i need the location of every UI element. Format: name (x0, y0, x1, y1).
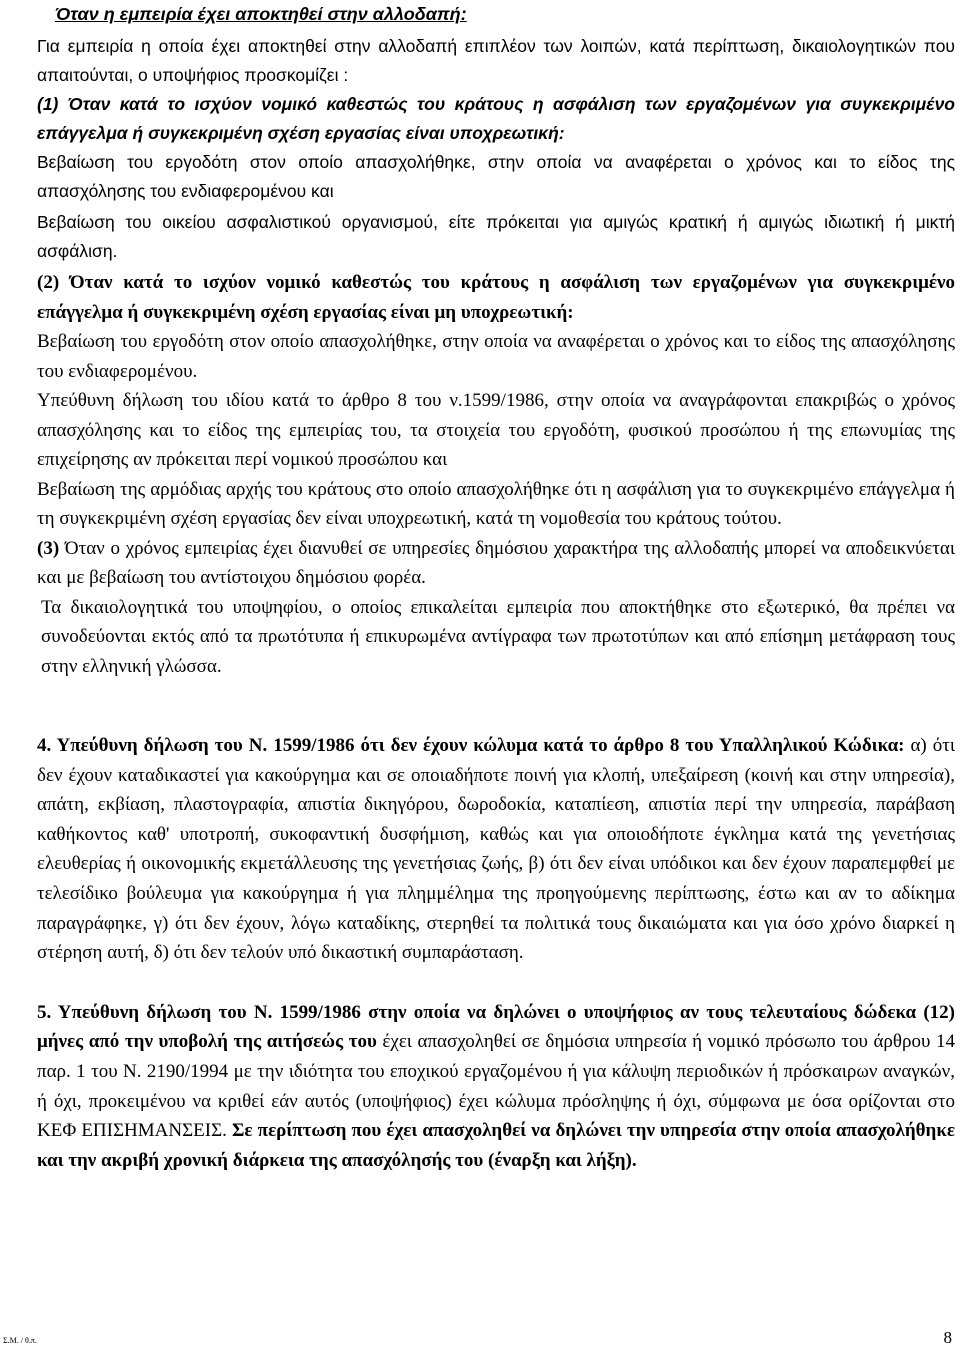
case3-paragraph (37, 534, 955, 593)
section-5 (37, 998, 955, 1176)
case2-text2: Υπεύθυνη δήλωση του ιδίου κατά το άρθρο 8 του ν.1599/1986, στην οποία να αναγράφονται επακριβώς ο χρόνος απασχόλησης και το είδος της εμπειρίας του, τα στοιχεία του εργοδότη, φυσικού προσώπου ή της επωνυμίας της επιχείρησης αν πρόκειται περί νομικού προσώπου και (37, 390, 955, 470)
case1-text2: Βεβαίωση του οικείου ασφαλιστικού οργανισμού, είτε πρόκειται για αμιγώς κρατική ή αμιγώς ιδιωτική ή μικτή ασφάλιση. (37, 212, 955, 261)
section-5-bold-note: Σε περίπτωση που έχει απασχοληθεί να δηλώνει την υπηρεσία στην οποία απασχολήθηκε και την ακριβή χρονική διάρκεια της απασχόλησής του (έναρξη και λήξη). (37, 1120, 955, 1171)
section-5-heading: 5. Υπεύθυνη δήλωση του Ν. 1599/1986 στην οποία να δηλώνει ο υποψήφιος αν τους τελευταίους δώδεκα (12) μήνες από την υποβολή της αιτήσεώς του (37, 1001, 955, 1053)
section-4-text: α) ότι δεν έχουν καταδικαστεί για κακούργημα και σε οποιαδήποτε ποινή για κλοπή, υπεξαίρεση (κοινή και στην υπηρεσία), απάτη, εκβίαση, πλαστογραφία, απιστία δικηγόρου, δωροδοκία, καταπίεση, απιστία περί την υπηρεσία, παράβαση καθήκοντος καθ' υποτροπή, συκοφαντική δυσφήμιση, καθώς και για οποιοδήποτε έγκλημα κατά της γενετήσιας ελευθερίας ή οικονομικής εκμετάλλευσης της γενετήσιας ζωής, β) ότι δεν είναι υπόδικοι και δεν έχουν παραπεμφθεί με τελεσίδικο βούλευμα για κακούργημα ή για πλημμέλημα της προηγούμενης περίπτωσης, έστω και αν το αδίκημα παραγράφηκε, γ) ότι δεν έχουν, λόγω καταδίκης, στερηθεί τα πολιτικά τους δικαιώματα και για όσο χρόνο διαρκεί η στέρηση αυτή, δ) ότι δεν τελούν υπό δικαστική συμπαράσταση. (37, 735, 955, 964)
case1-title: (1) Όταν κατά το ισχύον νομικό καθεστώς του κράτους η ασφάλιση των εργαζομένων για συγκεκριμένο επάγγελμα ή συγκεκριμένη σχέση εργασίας είναι υποχρεωτική: (37, 94, 955, 143)
translation-note: Τα δικαιολογητικά του υποψηφίου, ο οποίος επικαλείται εμπειρία που αποκτήθηκε στο εξωτερικό, θα πρέπει να συνοδεύονται εκτός από τα πρωτότυπα ή επικυρωμένα αντίγραφα των πρωτοτύπων και από επίσημη μετάφραση τους στην ελληνική γλώσσα. (41, 596, 955, 677)
footer-initials: Σ.Μ. / θ.π. (3, 1336, 37, 1345)
page-number: 8 (943, 1328, 952, 1347)
section-spacer (37, 968, 955, 998)
section-4-heading: 4. Υπεύθυνη δήλωση του Ν. 1599/1986 ότι δεν έχουν κώλυμα κατά το άρθρο 8 του Υπαλληλικού Κώδικα: (37, 735, 905, 756)
case2-title: (2) Όταν κατά το ισχύον νομικό καθεστώς του κράτους η ασφάλιση των εργαζομένων για συγκεκριμένο επάγγελμα ή συγκεκριμένη σχέση εργασίας είναι μη υποχρεωτική: (37, 272, 955, 323)
case2-text3: Βεβαίωση της αρμόδιας αρχής του κράτους στο οποίο απασχολήθηκε ότι η ασφάλιση για το συγκεκριμένο επάγγελμα ή τη συγκεκριμένη σχέση εργασίας δεν είναι υποχρεωτική, κατά τη νομοθεσία του κράτους τούτου. (37, 478, 955, 529)
section-heading: Όταν η εμπειρία έχει αποκτηθεί στην αλλοδαπή: (55, 4, 467, 24)
section-4 (37, 731, 955, 968)
case2-text1: Βεβαίωση του εργοδότη στον οποίο απασχολήθηκε, στην οποία να αναφέρεται ο χρόνος και το είδος της απασχόλησης του ενδιαφερομένου. (37, 331, 955, 382)
section-spacer (37, 681, 955, 731)
case1-text1: Βεβαίωση του εργοδότη στον οποίο απασχολήθηκε, στην οποία να αναφέρεται ο χρόνος και το είδος της απασχόλησης του ενδιαφερομένου και (37, 152, 955, 201)
case3-text: Όταν ο χρόνος εμπειρίας έχει διανυθεί σε υπηρεσίες δημόσιου χαρακτήρα της αλλοδαπής μπορεί να αποδεικνύεται και με βεβαίωση του αντίστοιχου δημόσιου φορέα. (37, 537, 955, 588)
case3-number: (3) (37, 537, 60, 559)
intro-paragraph: Για εμπειρία η οποία έχει αποκτηθεί στην αλλοδαπή επιπλέον των λοιπών, κατά περίπτωση, δικαιολογητικών που απαιτούνται, ο υποψήφιος προσκομίζει : (37, 36, 955, 85)
section-5-text: έχει απασχοληθεί σε δημόσια υπηρεσία ή νομικό πρόσωπο του άρθρου 14 παρ. 1 του Ν. 2190/1994 με την ιδιότητα του εποχικού εργαζομένου ή για κάλυψη περιοδικών ή πρόσκαιρων αναγκών, ή όχι, προκειμένου να κριθεί εάν αυτός (υποψήφιος) έχει κώλυμα πρόσληψης ή όχι, σύμφωνα με όσα ορίζονται στο ΚΕΦ ΕΠΙΣΗΜΑΝΣΕΙΣ. (37, 1031, 956, 1142)
document-page (37, 0, 955, 1175)
